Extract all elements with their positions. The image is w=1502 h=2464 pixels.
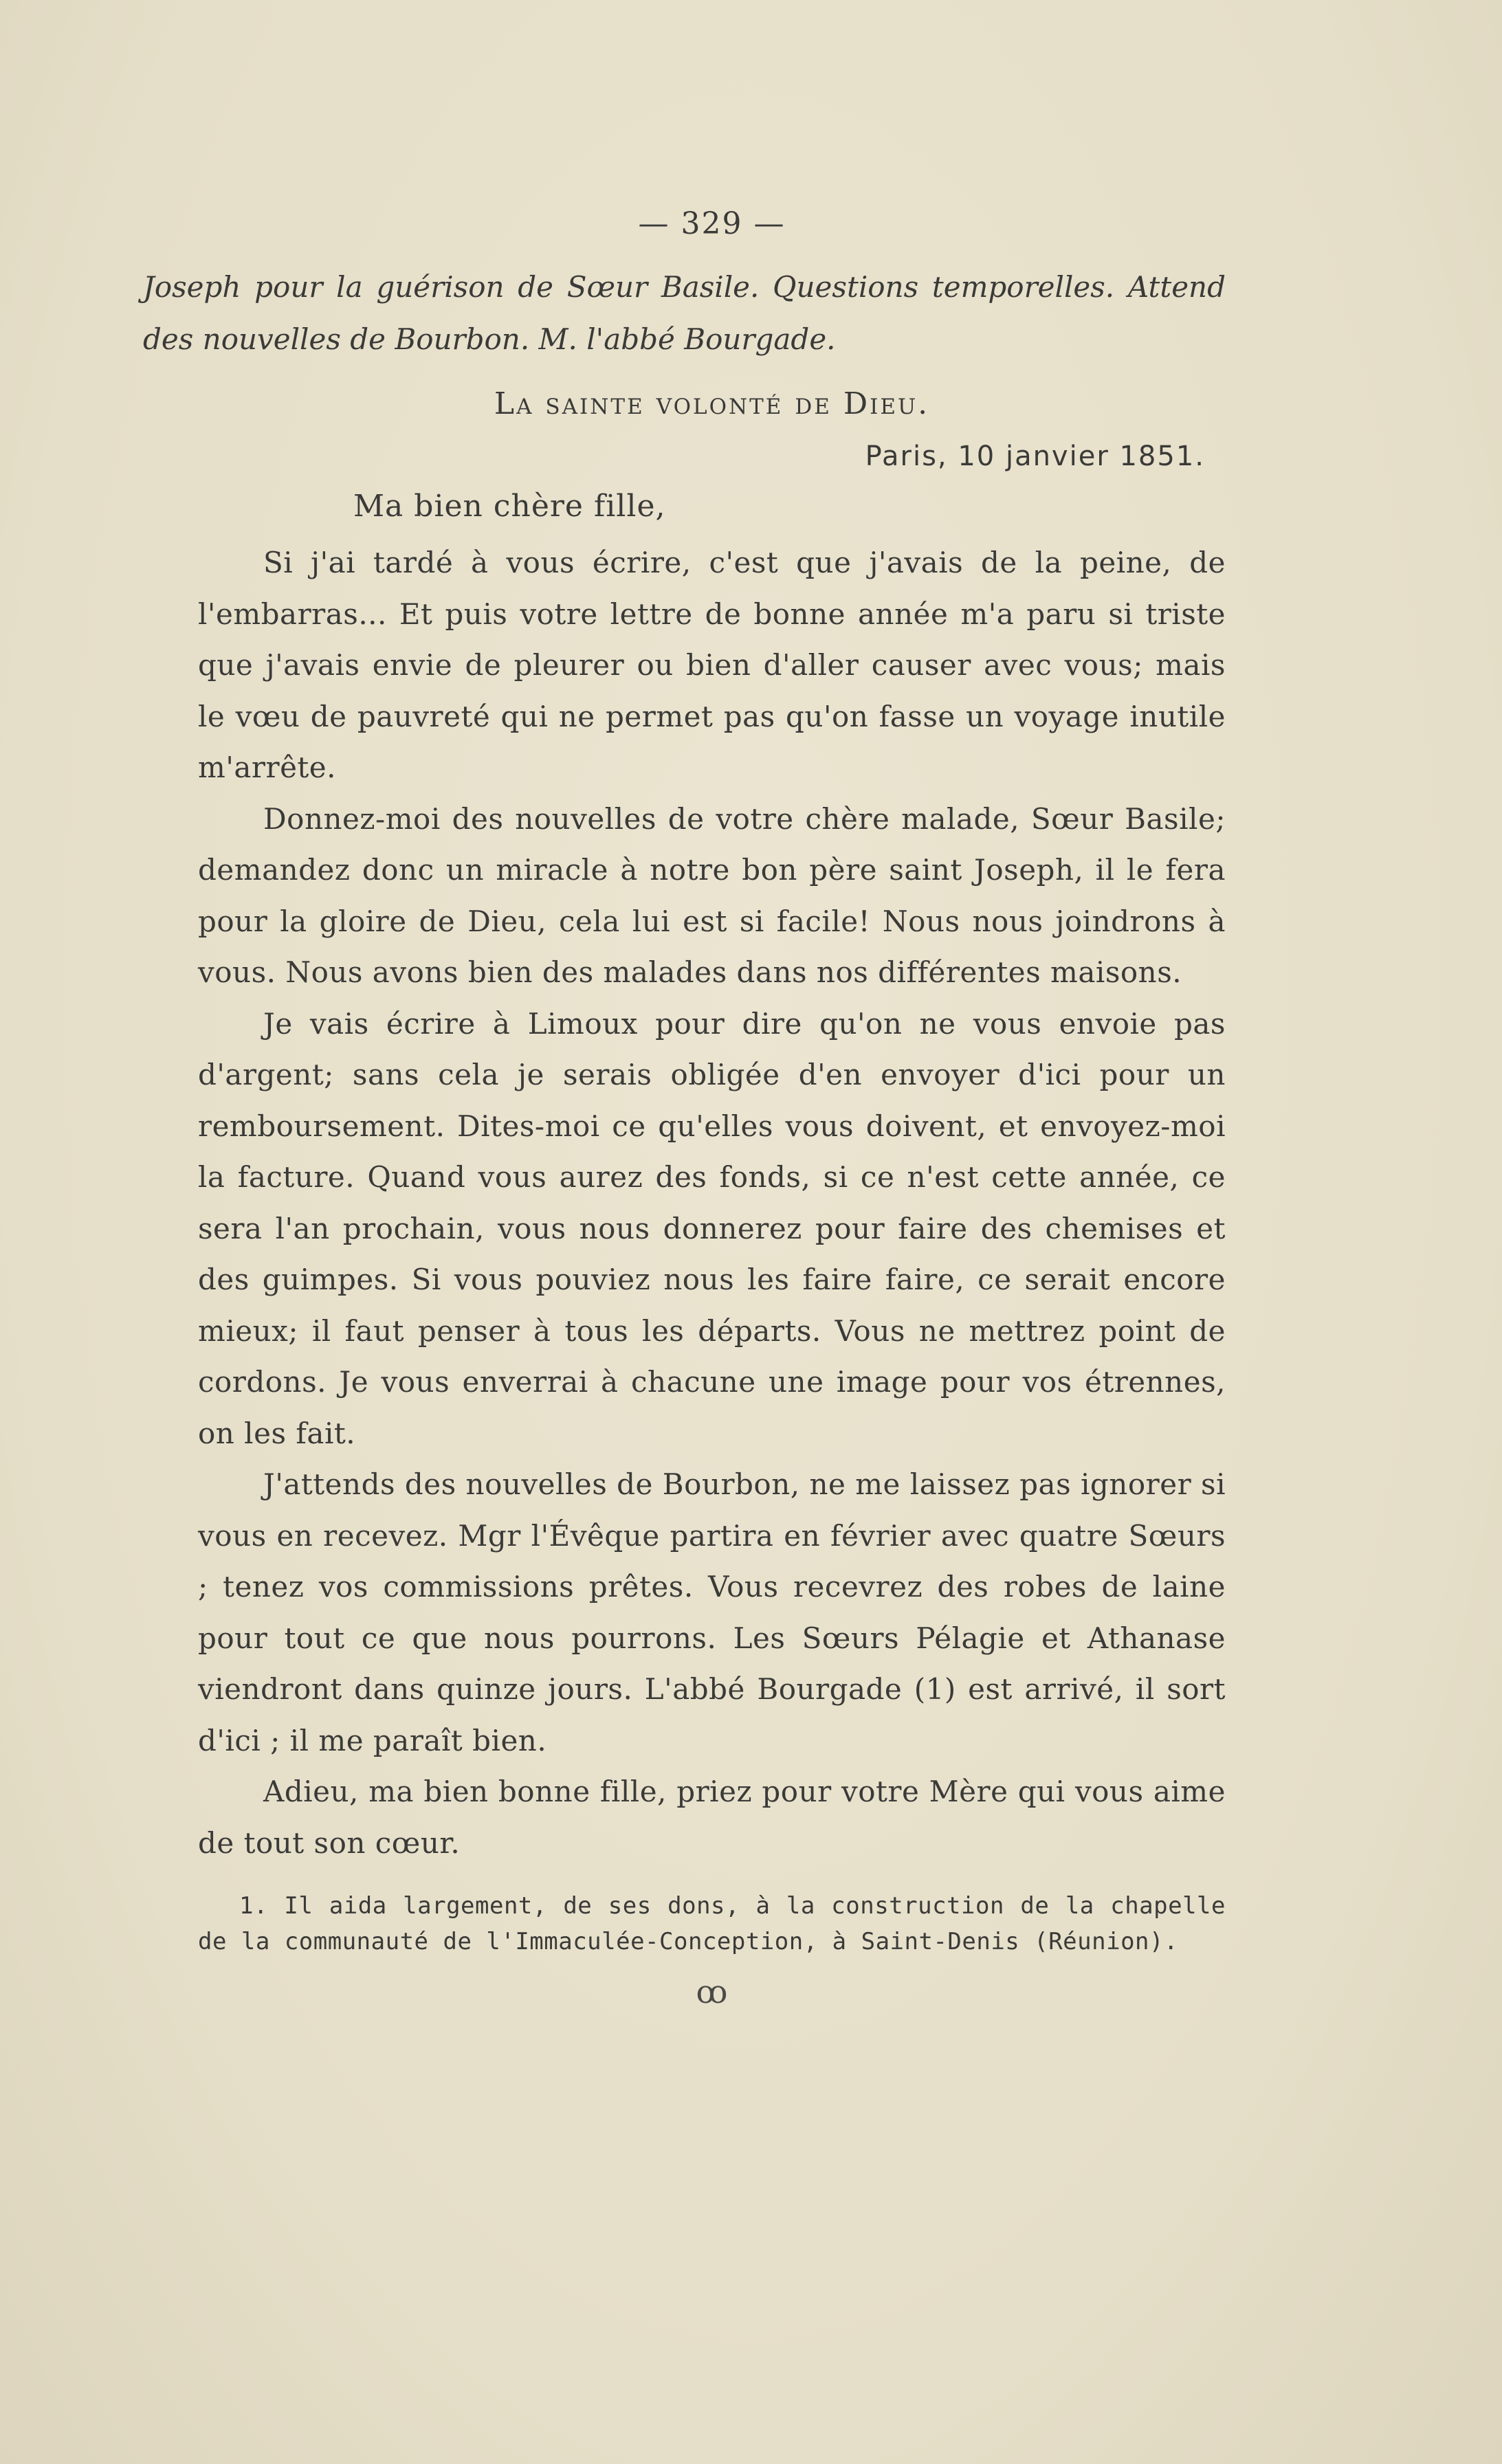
section-title: La sainte volonté de Dieu. <box>494 386 930 421</box>
paragraph-4: J'attends des nouvelles de Bourbon, ne me laissez pas ignorer si vous en recevez. Mgr l'Évêque partira en février avec quatre Sœurs ; tenez vos commissions prêtes. Vous recevrez des robes de laine pour tout ce que nous pourrons. Les Sœurs Pélagie et Athanase viendront dans quinze jours. L'abbé Bourgade (1) est arrivé, il sort d'ici ; il me paraît bien. <box>198 1467 1226 1757</box>
footnote: 1. Il aida largement, de ses dons, à la construction de la chapelle de la communauté de l'Immaculée-Conception, à Saint-Denis (Réunion). <box>198 1892 1226 1955</box>
end-ornament-icon: ꝏ <box>696 1973 728 2010</box>
letter-salutation: Ma bien chère fille, <box>353 489 666 524</box>
paragraph-5: Adieu, ma bien bonne fille, priez pour votre Mère qui vous aime de tout son cœur. <box>198 1775 1226 1860</box>
page-number: — 329 — <box>638 206 786 241</box>
text-column <box>143 206 1226 2010</box>
paragraph-3: Je vais écrire à Limoux pour dire qu'on ne vous envoie pas d'argent; sans cela je serais obligée d'en envoyer d'ici pour un remboursement. Dites-moi ce qu'elles vous doivent, et envoyez-moi la facture. Quand vous aurez des fonds, si ce n'est cette année, ce sera l'an prochain, vous nous donnerez pour faire des chemises et des guimpes. Si vous pouviez nous les faire faire, ce serait encore mieux; il faut penser à tous les départs. Vous ne mettrez point de cordons. Je vous enverrai à chacune une image pour vos étrennes, on les fait. <box>198 1006 1226 1450</box>
letter-dateline: Paris, 10 janvier 1851. <box>865 441 1205 472</box>
chapter-summary: Joseph pour la guérison de Sœur Basile. Questions temporelles. Attend des nouvelles de Bourbon. M. l'abbé Bourgade. <box>143 270 1226 356</box>
paragraph-1: Si j'ai tardé à vous écrire, c'est que j'avais de la peine, de l'embarras... Et puis votre lettre de bonne année m'a paru si triste que j'avais envie de pleurer ou bien d'aller causer avec vous; mais le vœu de pauvreté qui ne permet pas qu'on fasse un voyage inutile m'arrête. <box>198 546 1226 784</box>
paragraph-2: Donnez-moi des nouvelles de votre chère malade, Sœur Basile; demandez donc un miracle à notre bon père saint Joseph, il le fera pour la gloire de Dieu, cela lui est si facile! Nous nous joindrons à vous. Nous avons bien des malades dans nos différentes maisons. <box>198 801 1226 989</box>
